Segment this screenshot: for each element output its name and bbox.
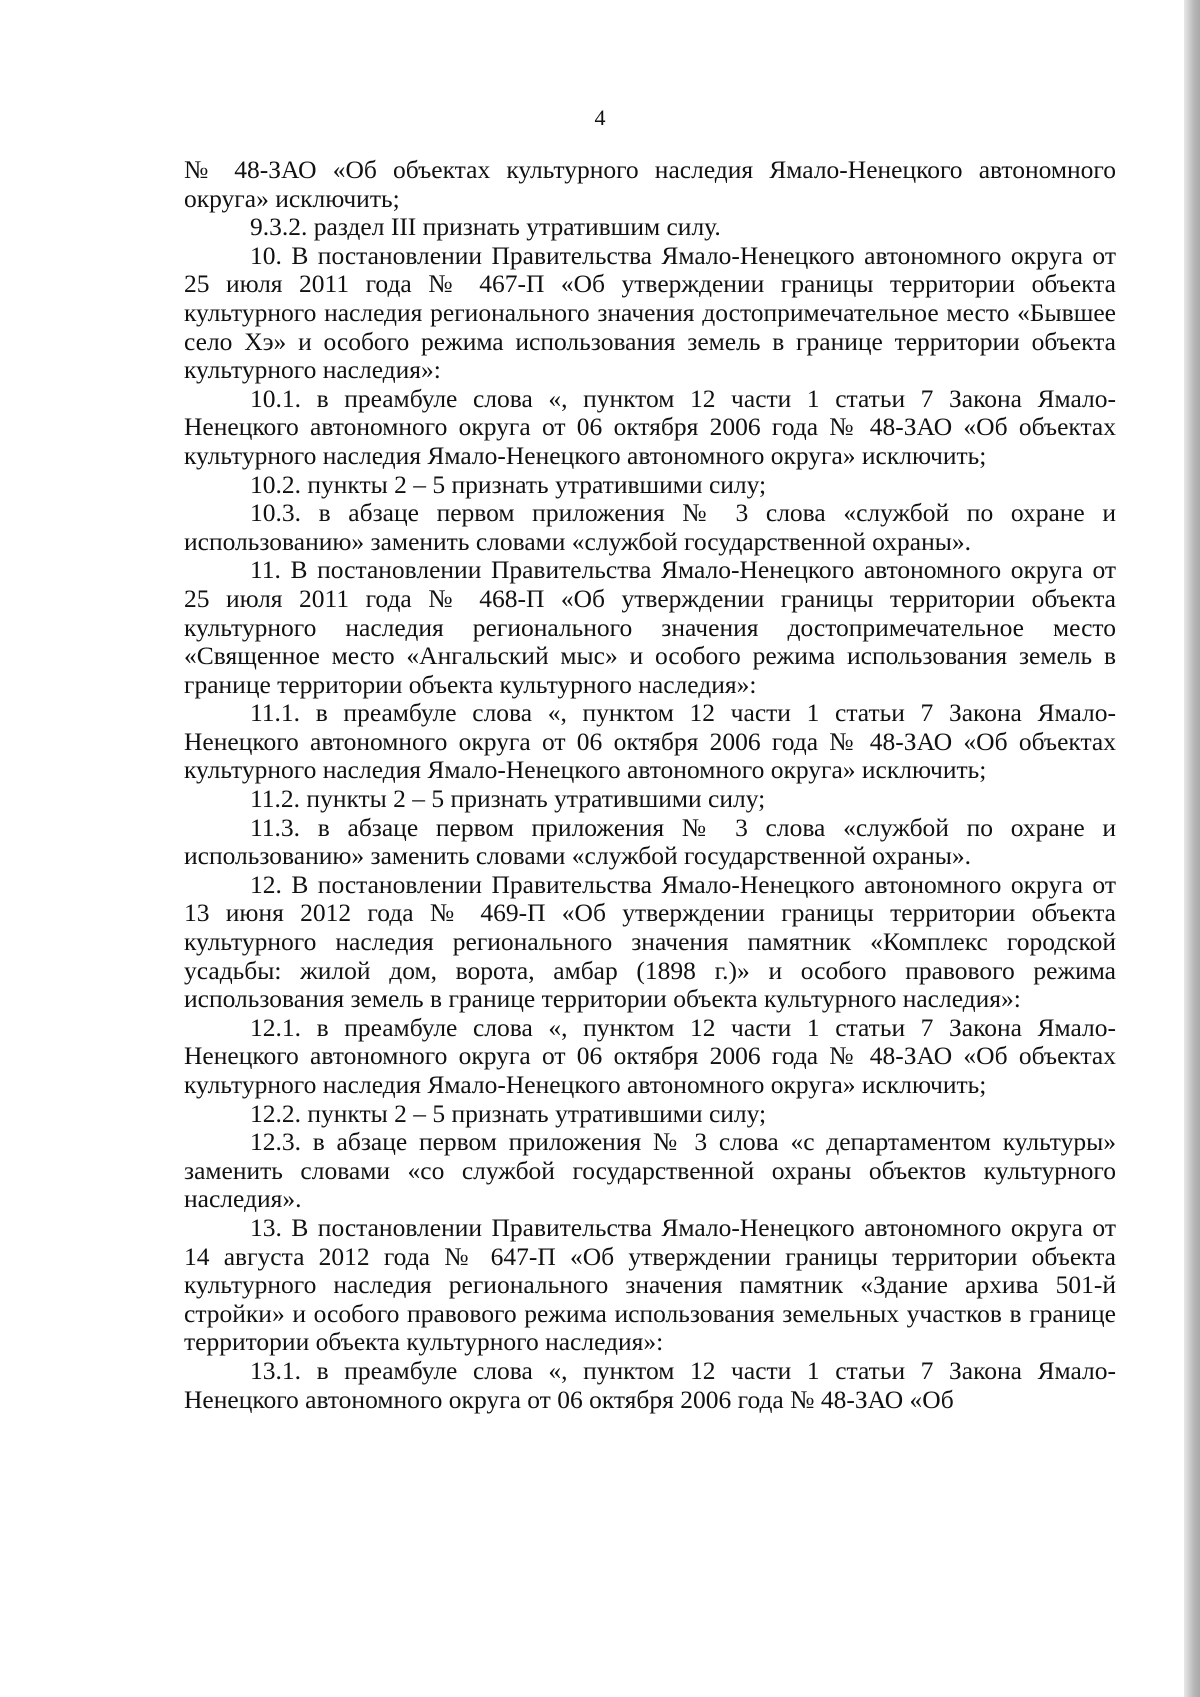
- paragraph-11: 11. В постановлении Правительства Ямало-Ненецкого автономного округа от 25 июля 2011 года № 468-П «Об утверждении границы территории объекта культурного наследия регионального значения достопримечательное место «Священное место «Ангальский мыс» и особого режима использования земель в границе территории объекта культурного наследия»:: [184, 555, 1116, 699]
- paragraph-10-3: 10.3. в абзаце первом приложения № 3 слова «службой по охране и использованию» заменить словами «службой государственной охраны».: [184, 498, 1116, 556]
- page-number: 4: [594, 105, 606, 130]
- paragraph-11-2: 11.2. пункты 2 – 5 признать утратившими силу;: [250, 784, 766, 814]
- paragraph-13: 13. В постановлении Правительства Ямало-Ненецкого автономного округа от 14 августа 2012 года № 647-П «Об утверждении границы территории объекта культурного наследия регионального значения памятник «Здание архива 501-й стройки» и особого правового режима использования земельных участков в границе территории объекта культурного наследия»:: [184, 1212, 1116, 1357]
- paragraph-12-3: 12.3. в абзаце первом приложения № 3 слова «с департаментом культуры» заменить словами «со службой государственной охраны объектов культурного наследия».: [184, 1127, 1116, 1214]
- paragraph-12-1: 12.1. в преамбуле слова «, пунктом 12 части 1 статьи 7 Закона Ямало-Ненецкого автономного округа от 06 октября 2006 года № 48-ЗАО «Об объектах культурного наследия Ямало-Ненецкого автономного округа» исключить;: [184, 1012, 1116, 1099]
- paragraph-12-2: 12.2. пункты 2 – 5 признать утратившими силу;: [250, 1098, 767, 1128]
- paragraph-10-1: 10.1. в преамбуле слова «, пунктом 12 части 1 статьи 7 Закона Ямало-Ненецкого автономного округа от 06 октября 2006 года № 48-ЗАО «Об объектах культурного наследия Ямало-Ненецкого автономного округа» исключить;: [184, 383, 1116, 470]
- paragraph-10-2: 10.2. пункты 2 – 5 признать утратившими силу;: [250, 469, 767, 499]
- paragraph-13-1: 13.1. в преамбуле слова «, пунктом 12 части 1 статьи 7 Закона Ямало-Ненецкого автономного округа от 06 октября 2006 года № 48-ЗАО «Об: [184, 1355, 1116, 1414]
- paragraph-12: 12. В постановлении Правительства Ямало-Ненецкого автономного округа от 13 июня 2012 года № 469-П «Об утверждении границы территории объекта культурного наследия регионального значения памятник «Комплекс городской усадьбы: жилой дом, ворота, амбар (1898 г.)» и особого правового режима использования земель в границе территории объекта культурного наследия»:: [184, 869, 1116, 1014]
- paragraph-10: 10. В постановлении Правительства Ямало-Ненецкого автономного округа от 25 июля 2011 года № 467-П «Об утверждении границы территории объекта культурного наследия регионального значения достопримечательное место «Бывшее село Хэ» и особого режима использования земель в границе территории объекта культурного наследия»:: [184, 240, 1116, 385]
- scan-edge-shadow: [1184, 0, 1200, 1697]
- paragraph-11-3: 11.3. в абзаце первом приложения № 3 слова «службой по охране и использованию» заменить словами «службой государственной охраны».: [184, 812, 1116, 871]
- document-body: [184, 156, 1116, 1414]
- paragraph-11-1: 11.1. в преамбуле слова «, пунктом 12 части 1 статьи 7 Закона Ямало-Ненецкого автономного округа от 06 октября 2006 года № 48-ЗАО «Об объектах культурного наследия Ямало-Ненецкого автономного округа» исключить;: [184, 698, 1116, 785]
- paragraph-continuation: № 48-ЗАО «Об объектах культурного наследия Ямало-Ненецкого автономного округа» исключить;: [184, 155, 1116, 213]
- paragraph-9-3-2: 9.3.2. раздел III признать утратившим силу.: [250, 212, 721, 242]
